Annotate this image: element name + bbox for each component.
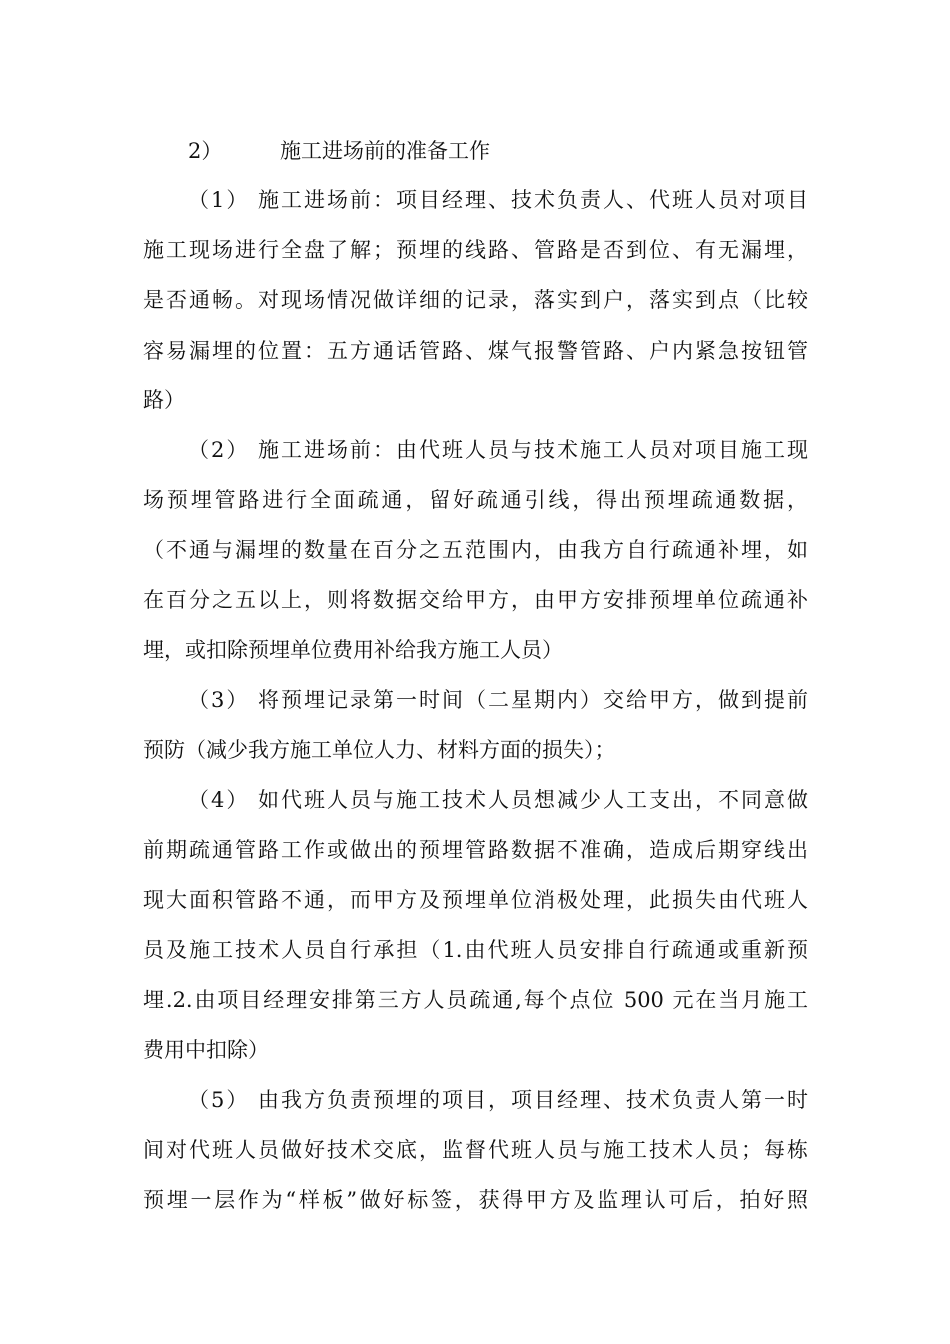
paragraph-2-line-4: 在百分之五以上，则将数据交给甲方，由甲方安排预埋单位疏通补 (143, 588, 808, 612)
paragraph-3-line-1: （3） 将预埋记录第一时间（二星期内）交给甲方，做到提前 (188, 688, 808, 712)
paragraph-5-line-3: 预埋一层作为“样板”做好标签，获得甲方及监理认可后，拍好照 (143, 1188, 808, 1212)
paragraph-1-line-3: 是否通畅。对现场情况做详细的记录，落实到户，落实到点（比较 (143, 288, 808, 312)
paragraph-4-line-6: 费用中扣除） (143, 1038, 269, 1062)
paragraph-5-line-1: （5） 由我方负责预埋的项目，项目经理、技术负责人第一时 (188, 1088, 808, 1112)
section-title: 施工进场前的准备工作 (280, 139, 490, 163)
paragraph-1-line-4: 容易漏埋的位置：五方通话管路、煤气报警管路、户内紧急按钮管 (143, 339, 808, 363)
paragraph-2-line-3: （不通与漏埋的数量在百分之五范围内，由我方自行疏通补埋，如 (143, 538, 808, 562)
paragraph-4-line-3: 现大面积管路不通，而甲方及预埋单位消极处理，此损失由代班人 (143, 888, 808, 912)
paragraph-4-line-4: 员及施工技术人员自行承担（1.由代班人员安排自行疏通或重新预 (143, 938, 808, 962)
paragraph-3-line-2: 预防（减少我方施工单位人力、材料方面的损失）； (143, 738, 616, 762)
paragraph-1-line-1: （1） 施工进场前：项目经理、技术负责人、代班人员对项目 (188, 188, 808, 212)
paragraph-1-line-5: 路） (143, 388, 185, 412)
paragraph-2-line-1: （2） 施工进场前：由代班人员与技术施工人员对项目施工现 (188, 438, 808, 462)
paragraph-2-line-5: 埋，或扣除预埋单位费用补给我方施工人员） (143, 638, 563, 662)
paragraph-1-line-2: 施工现场进行全盘了解；预埋的线路、管路是否到位、有无漏埋， (143, 238, 808, 262)
paragraph-4-line-1: （4） 如代班人员与施工技术人员想减少人工支出，不同意做 (188, 788, 808, 812)
paragraph-4-line-2: 前期疏通管路工作或做出的预埋管路数据不准确，造成后期穿线出 (143, 838, 808, 862)
paragraph-5-line-2: 间对代班人员做好技术交底，监督代班人员与施工技术人员；每栋 (143, 1138, 808, 1162)
section-heading (188, 136, 490, 166)
paragraph-2-line-2: 场预埋管路进行全面疏通，留好疏通引线，得出预埋疏通数据， (143, 488, 808, 512)
section-number: 2） (188, 139, 223, 163)
paragraph-4-line-5: 埋.2.由项目经理安排第三方人员疏通,每个点位 500 元在当月施工 (143, 988, 808, 1012)
